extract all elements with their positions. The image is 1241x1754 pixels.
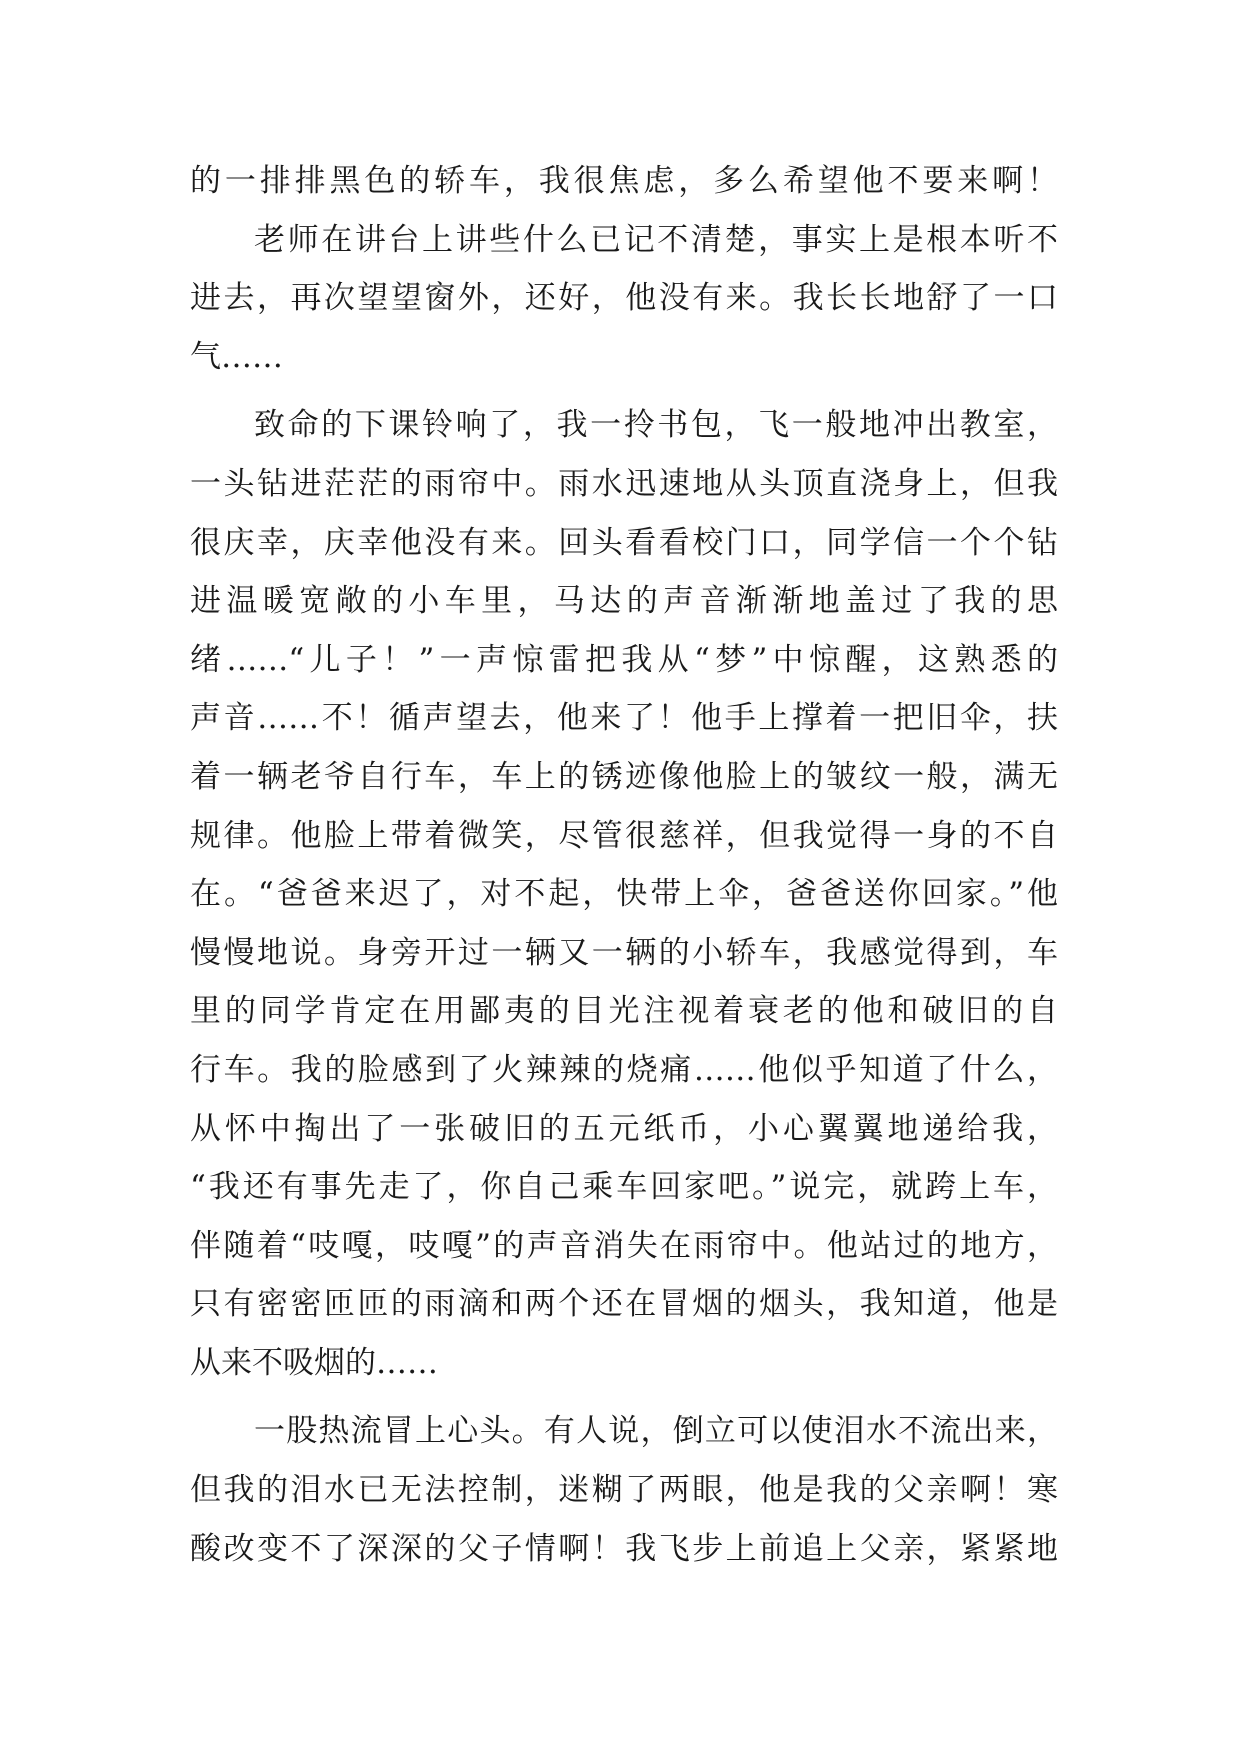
text-line: 从怀中掏出了一张破旧的五元纸币，小心翼翼地递给我， [190,1110,1058,1147]
text-line: 从来不吸烟的…… [190,1344,438,1381]
text-line: 进去，再次望望窗外，还好，他没有来。我长长地舒了一口 [190,280,1058,317]
text-line: 一股热流冒上心头。有人说，倒立可以使泪水不流出来， [254,1413,1058,1450]
text-line: 但我的泪水已无法控制，迷糊了两眼，他是我的父亲啊！寒 [190,1472,1058,1509]
text-line: 绪……“儿子！”一声惊雷把我从“梦”中惊醒，这熟悉的 [190,641,1058,678]
text-line: 很庆幸，庆幸他没有来。回头看看校门口，同学信一个个钻 [190,524,1058,561]
text-line: 的一排排黑色的轿车，我很焦虑，多么希望他不要来啊！ [190,163,1058,199]
text-line: 伴随着“吱嘎，吱嘎”的声音消失在雨帘中。他站过的地方， [190,1227,1058,1264]
text-line: 声音……不！循声望去，他来了！他手上撑着一把旧伞，扶 [190,700,1058,737]
text-line: 慢慢地说。身旁开过一辆又一辆的小轿车，我感觉得到，车 [190,934,1058,971]
paragraph-spacing [190,386,1058,396]
text-line: 在。“爸爸来迟了，对不起，快带上伞，爸爸送你回家。”他 [190,876,1058,913]
text-line: 致命的下课铃响了，我一拎书包，飞一般地冲出教室， [254,407,1058,444]
document-body [190,152,1058,1578]
paragraph-spacing [190,1392,1058,1402]
paragraph-3 [190,396,1058,1392]
paragraph-4 [190,1402,1058,1578]
paragraph-1 [190,152,1058,211]
text-line: 只有密密匝匝的雨滴和两个还在冒烟的烟头，我知道，他是 [190,1286,1058,1323]
text-line: “我还有事先走了，你自己乘车回家吧。”说完，就跨上车， [190,1169,1058,1206]
text-line: 酸改变不了深深的父子情啊！我飞步上前追上父亲，紧紧地 [190,1530,1058,1567]
text-line: 规律。他脸上带着微笑，尽管很慈祥，但我觉得一身的不自 [190,817,1058,854]
text-line: 气…… [190,338,283,375]
text-line: 一头钻进茫茫的雨帘中。雨水迅速地从头顶直浇身上，但我 [190,465,1058,502]
text-line: 着一辆老爷自行车，车上的锈迹像他脸上的皱纹一般，满无 [190,758,1058,795]
paragraph-2 [190,211,1058,387]
text-line: 老师在讲台上讲些什么已记不清楚，事实上是根本听不 [254,221,1058,258]
text-line: 行车。我的脸感到了火辣辣的烧痛……他似乎知道了什么， [190,1051,1058,1088]
text-line: 里的同学肯定在用鄙夷的目光注视着衰老的他和破旧的自 [190,993,1058,1030]
text-line: 进温暖宽敞的小车里，马达的声音渐渐地盖过了我的思 [190,583,1058,620]
